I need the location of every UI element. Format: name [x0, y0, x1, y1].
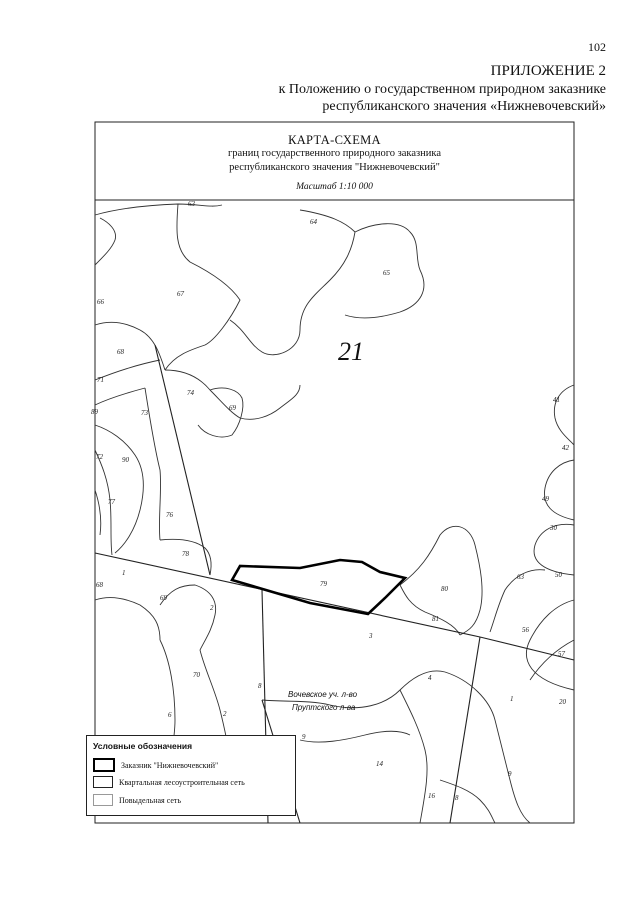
parcel-label: 41	[553, 396, 560, 404]
appendix-line2-text: республиканского значения «Нижневочевский»	[322, 99, 606, 114]
parcel-label: 79	[320, 580, 327, 588]
parcel-label: 80	[441, 585, 448, 593]
parcel-label: 1	[510, 695, 514, 703]
legend-item-reserve	[93, 758, 218, 772]
parcel-label: 20	[559, 698, 566, 706]
map-scale: Масштаб 1:10 000	[296, 182, 373, 192]
parcel-label: 69	[229, 404, 236, 412]
parcel-label: 66	[97, 298, 104, 306]
parcel-label: 8	[455, 794, 459, 802]
legend-item-label: Повыдельная сеть	[119, 795, 182, 805]
subcompartment-swatch	[93, 794, 113, 806]
parcel-label: 89	[91, 408, 98, 416]
parcel-label: 4	[428, 674, 432, 682]
legend-item-label: Заказник "Нижневочевский"	[121, 760, 219, 770]
legend-item-label: Квартальная лесоустроительная сеть	[119, 777, 245, 787]
parcel-label: 57	[558, 650, 565, 658]
parcel-label: 74	[187, 389, 194, 397]
parcel-label: 2	[223, 710, 227, 718]
parcel-label: 68	[96, 581, 103, 589]
parcel-label: 65	[383, 269, 390, 277]
parcel-label: 68	[117, 348, 124, 356]
parcel-label: 3	[369, 632, 373, 640]
parcel-label: 72	[96, 453, 103, 461]
legend-item-quarter	[93, 776, 245, 788]
parcel-label: 90	[122, 456, 129, 464]
parcel-label: 76	[166, 511, 173, 519]
parcel-label: 2	[210, 604, 214, 612]
parcel-label: 63	[517, 573, 524, 581]
parcel-label: 49	[542, 495, 549, 503]
appendix-title-text: ПРИЛОЖЕНИЕ 2	[490, 63, 606, 79]
appendix-line1-text: к Положению о государственном природном заказнике	[278, 82, 606, 97]
parcel-label: 67	[177, 290, 184, 298]
map-title: КАРТА-СХЕМА	[288, 133, 381, 147]
legend	[86, 735, 296, 816]
parcel-label: 78	[182, 550, 189, 558]
map-frame	[95, 122, 574, 823]
parcel-label: 73	[141, 409, 148, 417]
place-label-1: Вочевское уч. л-во	[288, 690, 358, 699]
place-label-2: Пруптского л-ва	[292, 703, 356, 712]
page-number: 102	[588, 40, 606, 54]
legend-item-subcompartment	[93, 794, 181, 806]
parcel-label: 14	[376, 760, 383, 768]
quarter-number-label: 21	[338, 337, 364, 366]
parcel-label: 9	[302, 733, 306, 741]
parcel-label: 64	[310, 218, 317, 226]
parcel-label: 71	[97, 376, 104, 384]
parcel-label: 50	[555, 571, 562, 579]
legend-title: Условные обозначения	[93, 741, 193, 751]
parcel-label: 42	[562, 444, 569, 452]
parcel-label: 16	[428, 792, 435, 800]
parcel-label: 1	[122, 569, 126, 577]
parcel-label: 63	[188, 200, 195, 208]
parcel-label: 56	[522, 626, 529, 634]
parcel-label: 6	[168, 711, 172, 719]
quarter-swatch	[93, 776, 113, 788]
map-subtitle-1: границ государственного природного заказника	[227, 148, 442, 159]
parcel-label: 30	[550, 524, 557, 532]
parcel-label: 69	[160, 594, 167, 602]
parcel-label: 9	[508, 770, 512, 778]
parcel-label: 70	[193, 671, 200, 679]
parcel-label: 8	[258, 682, 262, 690]
reserve-swatch	[93, 758, 115, 772]
parcel-label: 81	[432, 615, 439, 623]
reserve-boundary	[232, 560, 405, 614]
parcel-label: 77	[108, 498, 115, 506]
map-subtitle-2: республиканского значения "Нижневочевский"	[229, 162, 440, 173]
